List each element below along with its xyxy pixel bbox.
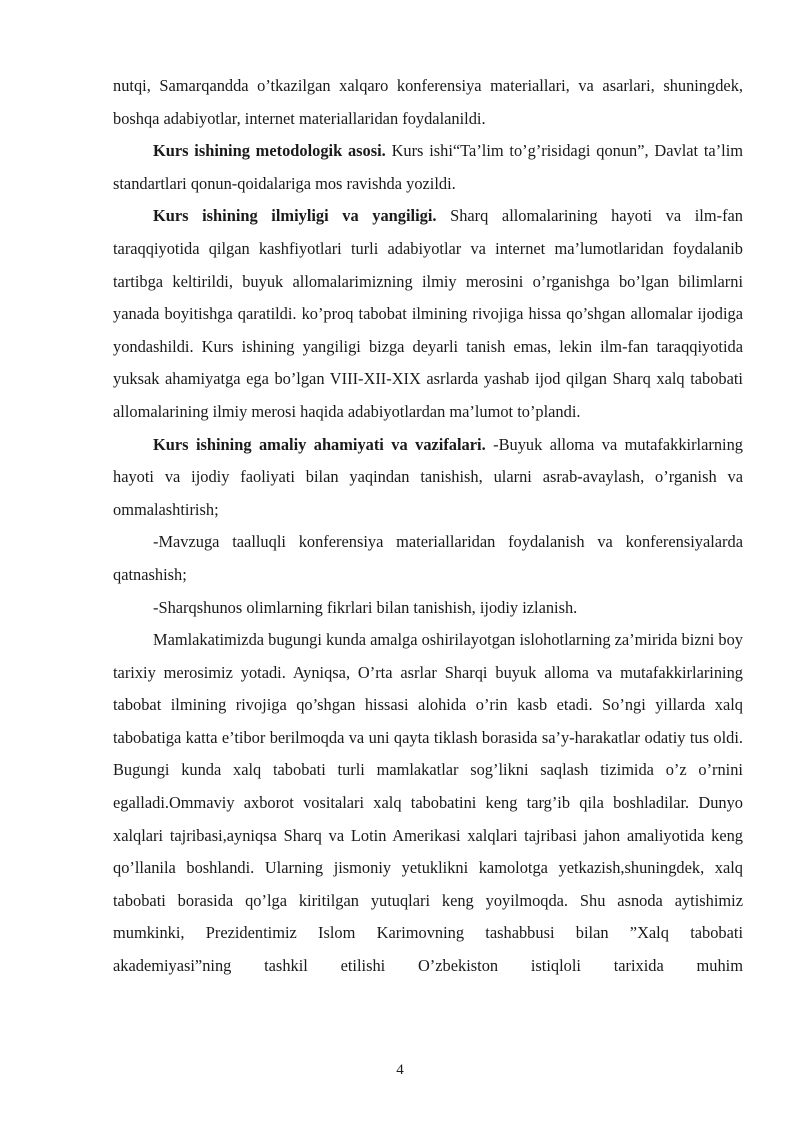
paragraph-list-item: [113, 592, 743, 625]
paragraph-text: -Sharqshunos olimlarning fikrlari bilan tanishish, ijodiy izlanish.: [153, 597, 578, 617]
paragraph-list-item: [113, 526, 743, 591]
paragraph-text: Mamlakatimizda bugungi kunda amalga oshirilayotgan islohotlarning za’mirida bizni boy tarixiy merosimiz yotadi. Ayniqsa, O’rta asrlar Sharqi buyuk alloma va mutafakkirlarining tabobat ilmining rivojiga qo’shgan hissasi alohida o’rin kasb etadi. So’ngi yillarda xalq tabobatiga katta e’tibor berilmoqda va uni qayta tiklash borasida sa’y-harakatlar odatiy tus oldi. Bugungi kunda xalq tabobati turli mamlakatlar sog’likni saqlash tizimida o’z o’rnini egalladi.Ommaviy axborot vositalari xalq tabobatini keng targ’ib qila boshladilar. Dunyo xalqlari tajribasi,ayniqsa Sharq va Lotin Amerikasi xalqlari tajribasi jahon amaliyotida keng qo’llanila boshlandi. Ularning jismoniy yetuklikni kamolotga yetkazish,shuningdek, xalq tabobati borasida qo’lga kiritilgan yutuqlari keng yoyilmoqda. Shu asnoda aytishimiz mumkinki, Prezidentimiz Islom Karimovning tashabbusi bilan ”Xalq tabobati akademiyasi”ning tashkil etilishi O’zbekiston istiqloli tarixida muhim: [113, 630, 743, 976]
paragraph-methodology: [113, 135, 743, 200]
paragraph-novelty: [113, 200, 743, 428]
paragraph-heading: Kurs ishining amaliy ahamiyati va vazifalari.: [153, 434, 486, 454]
document-body: [113, 70, 743, 983]
paragraph-heading: Kurs ishining ilmiyligi va yangiligi.: [153, 206, 437, 226]
paragraph-text: -Mavzuga taalluqli konferensiya materiallaridan foydalanish va konferensiyalarda qatnashish;: [113, 532, 743, 584]
paragraph-text: Sharq allomalarining hayoti va ilm-fan taraqqiyotida qilgan kashfiyotlari turli adabiyotlar va internet ma’lumotlaridan foydalanib tartibga keltirildi, buyuk allomalarimizning ilmiy merosini o’rganishga bo’lgan bilimlarni yanada boyitishga qaratildi. ko’proq tabobat ilmining rivojiga hissa qo’shgan allomalar ijodiga yondashildi. Kurs ishining yangiligi bizga deyarli tanish emas, lekin ilm-fan taraqqiyotida yuksak ahamiyatga ega bo’lgan VIII-XII-XIX asrlarda yashab ijod qilgan Sharq xalq tabobati allomalarining ilmiy merosi haqida adabiyotlardan ma’lumot to’plandi.: [113, 206, 743, 421]
paragraph-main: [113, 624, 743, 983]
page-number: 4: [396, 1062, 404, 1078]
paragraph-text: nutqi, Samarqandda o’tkazilgan xalqaro konferensiya materiallari, va asarlari, shuningdek, boshqa adabiyotlar, internet materiallaridan foydalanildi.: [113, 76, 743, 128]
paragraph-heading: Kurs ishining metodologik asosi.: [153, 141, 386, 161]
paragraph-continuation: [113, 70, 743, 135]
paragraph-practical-value: [113, 429, 743, 527]
paragraph-text: Kurs ishi“Ta’lim to’g’risidagi qonun”, Davlat ta’lim standartlari qonun-qoidalariga mos ravishda yozildi.: [113, 141, 744, 193]
paragraph-text: -Buyuk alloma va mutafakkirlarning hayoti va ijodiy faoliyati bilan yaqindan tanishish, ularni asrab-avaylash, o’rganish va ommalashtirish;: [113, 434, 743, 519]
